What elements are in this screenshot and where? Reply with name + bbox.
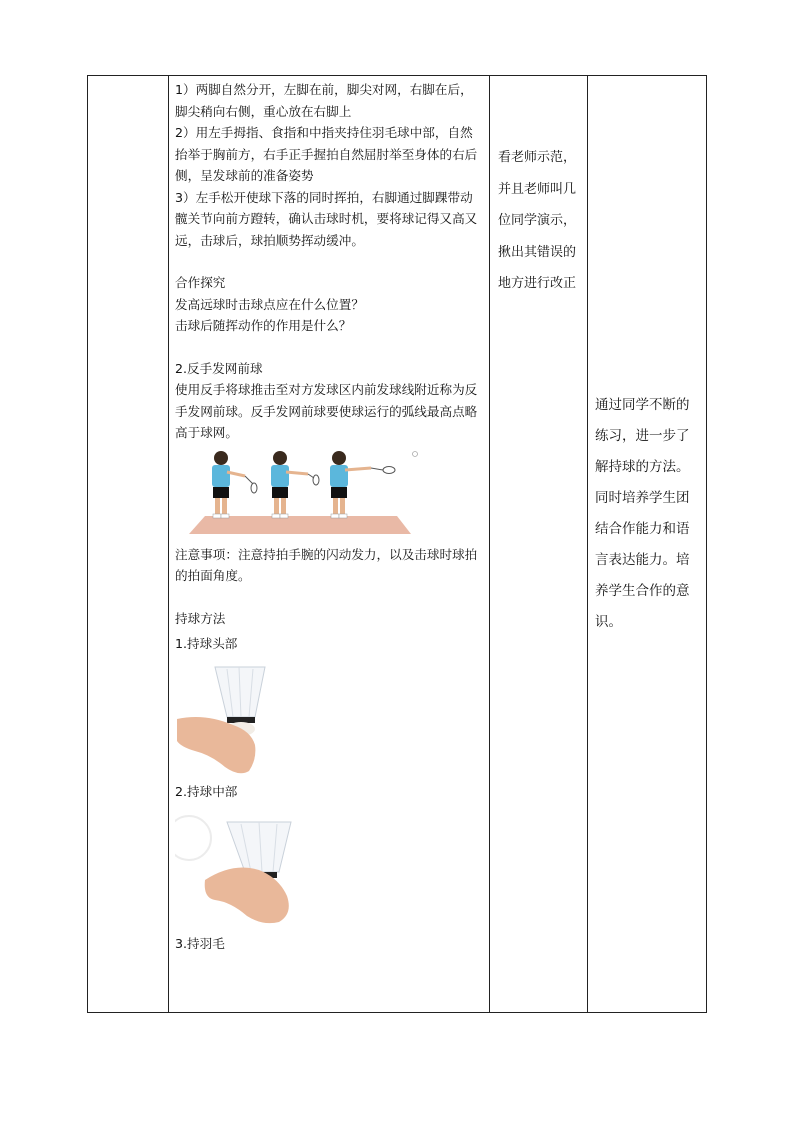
court-floor (189, 516, 411, 534)
hold-method-3: 3.持羽毛 (175, 936, 225, 951)
design-intent: 通过同学不断的练习，进一步了解持球的方法。同时培养学生团结合作能力和语言表达能力。培养学生合作的意识。 (595, 397, 690, 630)
backhand-description: 使用反手将球推击至对方发球区内前发球线附近称为反手发网前球。反手发网前球要使球运行的弧线最高点略高于球网。 (175, 382, 478, 440)
design-intent-cell (588, 390, 707, 638)
explore-question: 发高远球时击球点应在什么位置？ (175, 296, 364, 312)
player-figure (271, 451, 319, 518)
explore-title: 合作探究 (175, 275, 226, 290)
watermark (175, 816, 211, 860)
explore-question: 击球后随挥动作的作用是什么？ (175, 318, 352, 333)
hold-title: 持球方法 (175, 610, 226, 626)
player-figure (330, 451, 395, 518)
lesson-table (87, 75, 707, 1013)
step-1: 1）两脚自然分开，左脚在前，脚尖对网，右脚在后，脚尖稍向右侧，重心放在右脚上 (175, 82, 473, 119)
hold-method-2: 2.持球中部 (175, 783, 238, 799)
shuttlecock-icon (413, 451, 418, 456)
step-3: 3）左手松开使球下落的同时挥拍，右脚通过脚踝带动髋关节向前方蹬转，确认击球时机，要将球记得又高又远，击球后，球拍顺势挥动缓冲。 (175, 189, 478, 248)
step-2: 2）用左手拇指、食指和中指夹持住羽毛球中部，自然抬举于胸前方，右手正手握拍自然屈肘举至身体的右后侧，呈发球前的准备姿势 (175, 125, 478, 183)
hold-method-1: 1.持球头部 (175, 636, 238, 651)
racket-icon (383, 466, 395, 473)
backhand-title: 2.反手发网前球 (175, 360, 263, 376)
hold-middle-figure (175, 806, 305, 931)
racket-icon (251, 483, 257, 493)
racket-icon (313, 475, 319, 485)
backhand-serve-figure (175, 446, 425, 538)
student-activity: 看老师示范，并且老师叫几位同学演示，揪出其错误的地方进行改正 (498, 150, 577, 291)
notice: 注意事项：注意持拍手腕的闪动发力，以及击球时球拍的拍面角度。 (175, 546, 478, 583)
hold-head-figure (175, 659, 305, 779)
student-activity-cell (490, 142, 588, 300)
player-figure (212, 451, 257, 518)
content-cell (169, 76, 489, 955)
